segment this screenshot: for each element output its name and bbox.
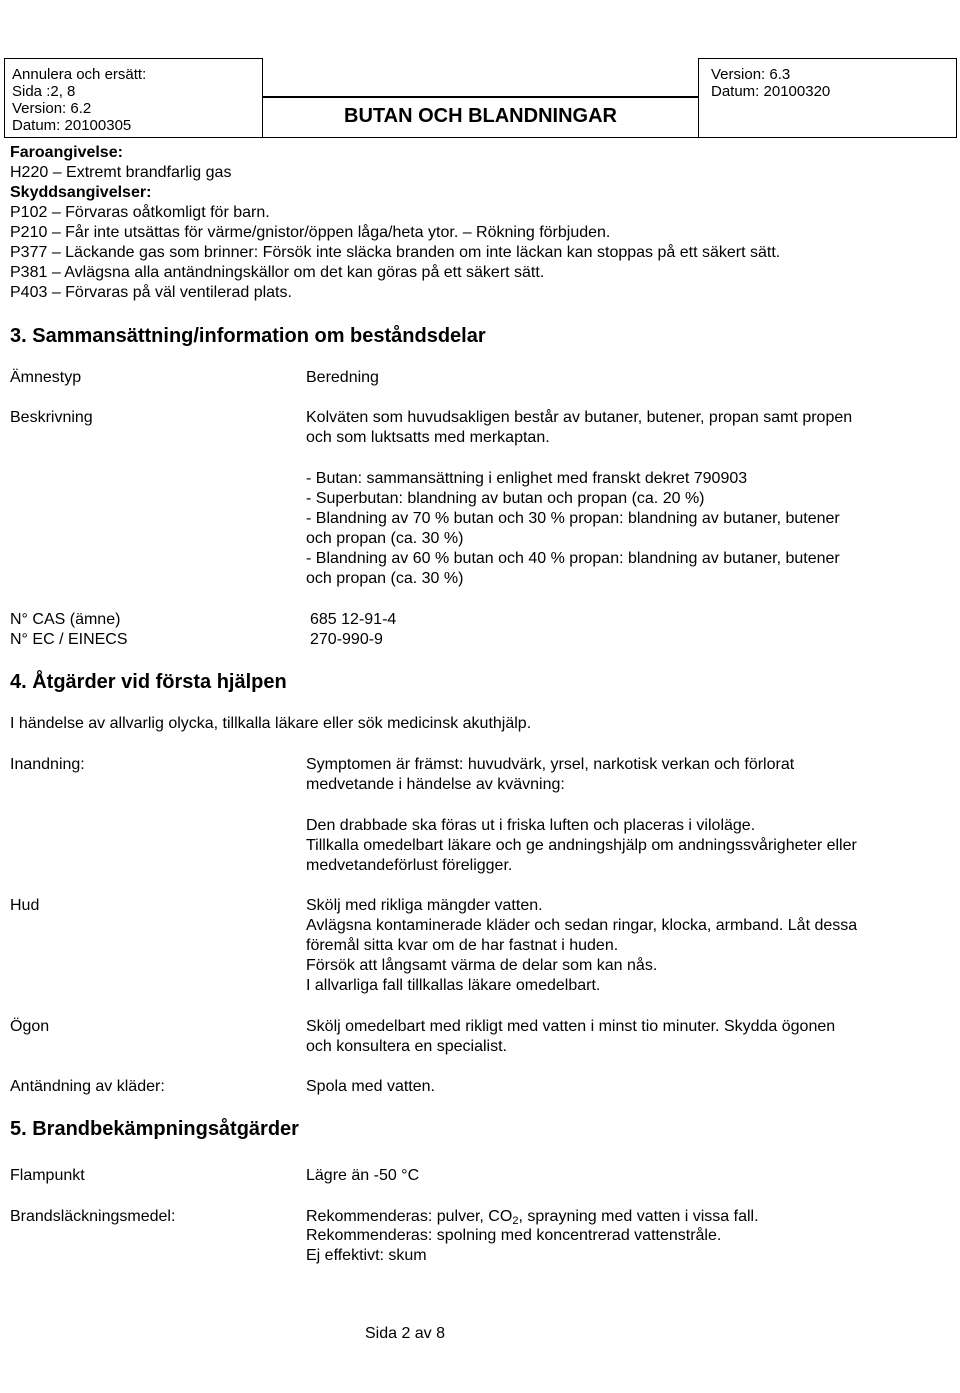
ec-value: 270-990-9 bbox=[310, 631, 383, 648]
header-right-line: Datum: 20100320 bbox=[711, 83, 831, 100]
precaution-line: P377 – Läckande gas som brinner: Försök inte släcka branden om inte läckan kan stoppas på ett säkert sätt. bbox=[10, 244, 781, 261]
document-title: BUTAN OCH BLANDNINGAR bbox=[344, 105, 617, 127]
hazard-h220: H220 – Extremt brandfarlig gas bbox=[10, 164, 232, 181]
inandning-line: Tillkalla omedelbart läkare och ge andningshjälp om andningssvårigheter eller bbox=[306, 837, 857, 854]
section-3-title: 3. Sammansättning/information om beståndsdelar bbox=[10, 325, 486, 347]
precaution-line: P102 – Förvaras oåtkomligt för barn. bbox=[10, 204, 270, 221]
brandslackningsmedel-line: Rekommenderas: spolning med koncentrerad vattenstråle. bbox=[306, 1227, 722, 1244]
hud-line: Försök att långsamt värma de delar som kan nås. bbox=[306, 957, 658, 974]
inandning-label: Inandning: bbox=[10, 756, 85, 773]
beskrivning-label: Beskrivning bbox=[10, 409, 93, 426]
precaution-line: P381 – Avlägsna alla antändningskällor om det kan göras på ett säkert sätt. bbox=[10, 264, 545, 281]
beskrivning-line: och som luktsatts med merkaptan. bbox=[306, 429, 550, 446]
brandslackningsmedel-line: Ej effektivt: skum bbox=[306, 1247, 427, 1264]
inandning-line: medvetandeförlust föreligger. bbox=[306, 857, 513, 874]
medel-line-pre: Rekommenderas: pulver, CO bbox=[306, 1208, 513, 1225]
amnestyp-value: Beredning bbox=[306, 369, 379, 386]
ogon-line: Skölj omedelbart med rikligt med vatten i minst tio minuter. Skydda ögonen bbox=[306, 1018, 836, 1035]
composition-line: - Butan: sammansättning i enlighet med franskt dekret 790903 bbox=[306, 470, 748, 487]
page-number: Sida 2 av 8 bbox=[364, 1325, 446, 1342]
section-5-title: 5. Brandbekämpningsåtgärder bbox=[10, 1118, 299, 1140]
brandslackningsmedel-line bbox=[306, 1207, 759, 1227]
inandning-line: Symptomen är främst: huvudvärk, yrsel, narkotisk verkan och förlorat bbox=[306, 756, 795, 773]
composition-line: - Superbutan: blandning av butan och propan (ca. 20 %) bbox=[306, 490, 705, 507]
section-4-title: 4. Åtgärder vid första hjälpen bbox=[10, 671, 287, 693]
hud-line: Avlägsna kontaminerade kläder och sedan ringar, klocka, armband. Låt dessa bbox=[306, 917, 858, 934]
cas-label: N° CAS (ämne) bbox=[10, 611, 121, 628]
composition-line: - Blandning av 70 % butan och 30 % propan: blandning av butaner, butener bbox=[306, 510, 840, 527]
antandning-label: Antändning av kläder: bbox=[10, 1078, 165, 1095]
cas-value: 685 12-91-4 bbox=[310, 611, 397, 628]
header-left-text bbox=[12, 66, 146, 134]
header-top-rule bbox=[262, 96, 699, 98]
precaution-line: P210 – Får inte utsättas för värme/gnistor/öppen låga/heta ytor. – Rökning förbjuden. bbox=[10, 224, 611, 241]
skyddsangivelser-label: Skyddsangivelser: bbox=[10, 184, 152, 201]
composition-line: och propan (ca. 30 %) bbox=[306, 570, 464, 587]
composition-line: - Blandning av 60 % butan och 40 % propan: blandning av butaner, butener bbox=[306, 550, 840, 567]
faroangivelse-label: Faroangivelse: bbox=[10, 144, 123, 161]
header-left-line: Annulera och ersätt: bbox=[12, 66, 147, 83]
header-left-line: Version: 6.2 bbox=[12, 100, 92, 117]
hud-line: Skölj med rikliga mängder vatten. bbox=[306, 897, 543, 914]
flampunkt-label: Flampunkt bbox=[10, 1167, 85, 1184]
medel-line-post: , sprayning med vatten i vissa fall. bbox=[518, 1208, 759, 1225]
hud-line: I allvarliga fall tillkallas läkare omedelbart. bbox=[306, 977, 601, 994]
hud-line: föremål sitta kvar om de har fastnat i huden. bbox=[306, 937, 619, 954]
header-right-text bbox=[711, 66, 830, 100]
inandning-line: medvetande i händelse av kvävning: bbox=[306, 776, 565, 793]
beskrivning-line: Kolväten som huvudsakligen består av butaner, butener, propan samt propen bbox=[306, 409, 853, 426]
ec-label: N° EC / EINECS bbox=[10, 631, 128, 648]
inandning-line: Den drabbade ska föras ut i friska luften och placeras i viloläge. bbox=[306, 817, 756, 834]
section-4-intro: I händelse av allvarlig olycka, tillkalla läkare eller sök medicinsk akuthjälp. bbox=[10, 715, 532, 732]
header-right-line: Version: 6.3 bbox=[711, 66, 791, 83]
header-left-line: Datum: 20100305 bbox=[12, 117, 132, 134]
amnestyp-label: Ämnestyp bbox=[10, 369, 82, 386]
precaution-line: P403 – Förvaras på väl ventilerad plats. bbox=[10, 284, 292, 301]
antandning-value: Spola med vatten. bbox=[306, 1078, 435, 1095]
flampunkt-value: Lägre än -50 °C bbox=[306, 1167, 420, 1184]
medel-line-sub: 2 bbox=[512, 1215, 519, 1227]
ogon-line: och konsultera en specialist. bbox=[306, 1038, 507, 1055]
brandslackningsmedel-label: Brandsläckningsmedel: bbox=[10, 1208, 176, 1225]
composition-line: och propan (ca. 30 %) bbox=[306, 530, 464, 547]
ogon-label: Ögon bbox=[10, 1018, 50, 1035]
hud-label: Hud bbox=[10, 897, 40, 914]
header-left-line: Sida :2, 8 bbox=[12, 83, 76, 100]
